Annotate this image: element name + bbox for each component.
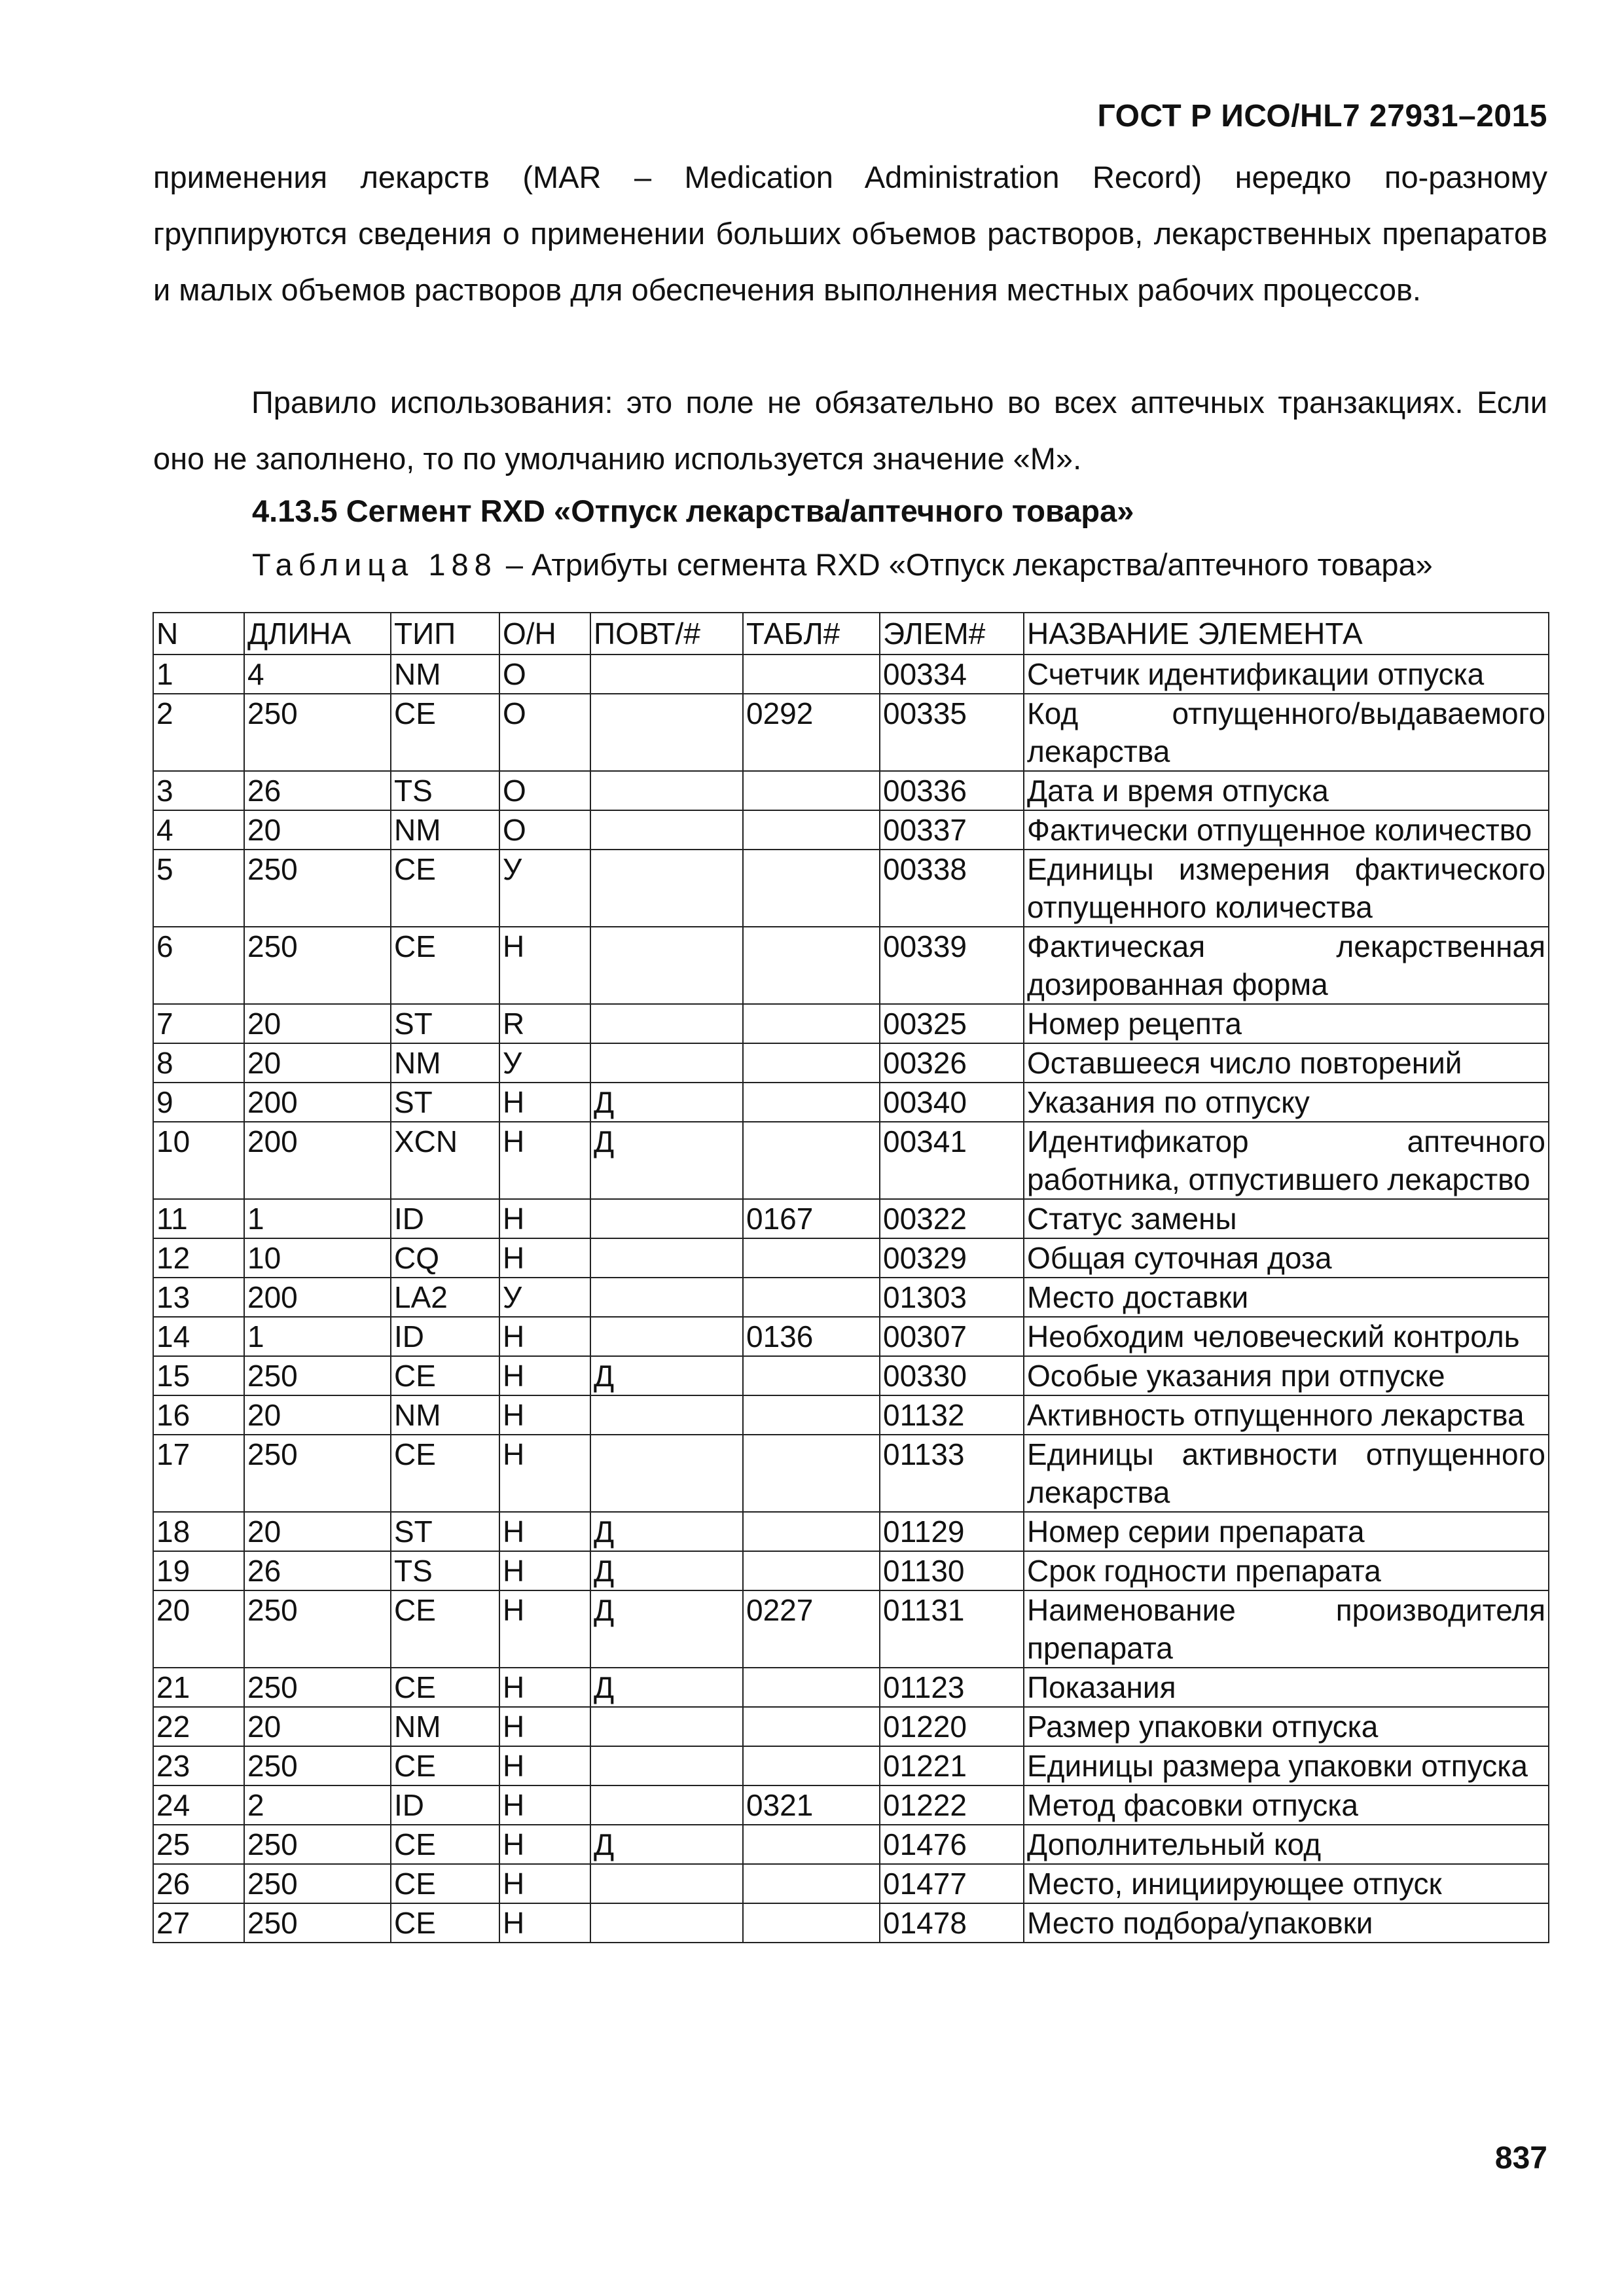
cell-type: ID — [391, 1317, 499, 1356]
cell-element: 01130 — [880, 1551, 1024, 1590]
cell-element-name: Место подбора/упаковки — [1024, 1903, 1549, 1943]
section-title: 4.13.5 Сегмент RXD «Отпуск лекарства/аптечного товара» — [252, 493, 1134, 528]
cell-element-name: Указания по отпуску — [1024, 1083, 1549, 1122]
cell-n: 25 — [153, 1825, 244, 1864]
cell-repeat — [590, 1435, 743, 1512]
table-row — [153, 1668, 1549, 1707]
table-row — [153, 655, 1549, 694]
cell-n: 19 — [153, 1551, 244, 1590]
cell-n: 21 — [153, 1668, 244, 1707]
cell-repeat — [590, 655, 743, 694]
table-row — [153, 1435, 1549, 1512]
col-header-table: ТАБЛ# — [743, 613, 880, 655]
cell-length: 2 — [244, 1785, 391, 1825]
cell-table — [743, 1746, 880, 1785]
cell-optionality: Н — [499, 1317, 590, 1356]
cell-length: 250 — [244, 1668, 391, 1707]
cell-optionality: Н — [499, 1903, 590, 1943]
cell-element-name: Единицы размера упаковки отпуска — [1024, 1746, 1549, 1785]
cell-optionality: Н — [499, 927, 590, 1004]
cell-length: 4 — [244, 655, 391, 694]
cell-optionality: Н — [499, 1083, 590, 1122]
table-row — [153, 1864, 1549, 1903]
cell-n: 17 — [153, 1435, 244, 1512]
cell-table — [743, 1825, 880, 1864]
cell-type: TS — [391, 771, 499, 810]
cell-type: ID — [391, 1199, 499, 1238]
cell-length: 200 — [244, 1122, 391, 1199]
cell-n: 3 — [153, 771, 244, 810]
cell-n: 2 — [153, 694, 244, 771]
cell-optionality: Н — [499, 1746, 590, 1785]
cell-optionality: R — [499, 1004, 590, 1043]
cell-table — [743, 1395, 880, 1435]
table-row — [153, 1707, 1549, 1746]
table-row — [153, 1590, 1549, 1668]
cell-optionality: Н — [499, 1707, 590, 1746]
cell-element-name: Наименование производителя препарата — [1024, 1590, 1549, 1668]
cell-element-name: Номер серии препарата — [1024, 1512, 1549, 1551]
cell-optionality: Н — [499, 1122, 590, 1199]
cell-type: NM — [391, 1395, 499, 1435]
table-row — [153, 1551, 1549, 1590]
cell-element-name: Необходим человеческий контроль — [1024, 1317, 1549, 1356]
cell-element: 01220 — [880, 1707, 1024, 1746]
cell-element-name: Счетчик идентификации отпуска — [1024, 655, 1549, 694]
cell-optionality: Н — [499, 1825, 590, 1864]
cell-length: 26 — [244, 771, 391, 810]
cell-n: 20 — [153, 1590, 244, 1668]
cell-element: 00338 — [880, 850, 1024, 927]
cell-optionality: Н — [499, 1435, 590, 1512]
col-header-length: ДЛИНА — [244, 613, 391, 655]
cell-length: 200 — [244, 1083, 391, 1122]
cell-type: CE — [391, 694, 499, 771]
cell-element: 00334 — [880, 655, 1024, 694]
cell-type: XCN — [391, 1122, 499, 1199]
cell-element: 01476 — [880, 1825, 1024, 1864]
cell-element-name: Единицы активности отпущенного лекарства — [1024, 1435, 1549, 1512]
cell-element-name: Идентификатор аптечного работника, отпустившего лекарство — [1024, 1122, 1549, 1199]
cell-type: NM — [391, 1707, 499, 1746]
paragraph-mar-grouping: применения лекарств (MAR – Medication Administration Record) нередко по-разному группируются сведения о применении больших объемов растворов, лекарственных препаратов и малых объемов растворов для обеспечения выполнения местных рабочих процессов. — [153, 160, 1547, 307]
cell-length: 250 — [244, 694, 391, 771]
cell-table: 0167 — [743, 1199, 880, 1238]
cell-optionality: Н — [499, 1864, 590, 1903]
cell-type: CE — [391, 1746, 499, 1785]
cell-table — [743, 850, 880, 927]
cell-length: 250 — [244, 1864, 391, 1903]
cell-element: 00336 — [880, 771, 1024, 810]
col-header-type: ТИП — [391, 613, 499, 655]
cell-length: 20 — [244, 1707, 391, 1746]
cell-table: 0136 — [743, 1317, 880, 1356]
cell-element-name: Активность отпущенного лекарства — [1024, 1395, 1549, 1435]
cell-repeat — [590, 850, 743, 927]
cell-n: 18 — [153, 1512, 244, 1551]
cell-optionality: Н — [499, 1356, 590, 1395]
cell-element: 00325 — [880, 1004, 1024, 1043]
cell-element-name: Статус замены — [1024, 1199, 1549, 1238]
cell-repeat — [590, 1278, 743, 1317]
cell-type: CE — [391, 1903, 499, 1943]
table-row — [153, 771, 1549, 810]
cell-optionality: Н — [499, 1512, 590, 1551]
cell-length: 20 — [244, 1004, 391, 1043]
cell-element: 01129 — [880, 1512, 1024, 1551]
cell-n: 12 — [153, 1238, 244, 1278]
cell-element: 00322 — [880, 1199, 1024, 1238]
cell-n: 24 — [153, 1785, 244, 1825]
cell-element-name: Срок годности препарата — [1024, 1551, 1549, 1590]
table-row — [153, 927, 1549, 1004]
cell-optionality: У — [499, 850, 590, 927]
table-row — [153, 1004, 1549, 1043]
cell-element: 00340 — [880, 1083, 1024, 1122]
cell-length: 20 — [244, 1512, 391, 1551]
cell-element-name: Особые указания при отпуске — [1024, 1356, 1549, 1395]
cell-optionality: Н — [499, 1238, 590, 1278]
cell-optionality: Н — [499, 1590, 590, 1668]
cell-repeat: Д — [590, 1590, 743, 1668]
cell-n: 1 — [153, 655, 244, 694]
col-header-optionality: О/Н — [499, 613, 590, 655]
cell-element-name: Метод фасовки отпуска — [1024, 1785, 1549, 1825]
cell-element: 00307 — [880, 1317, 1024, 1356]
cell-length: 1 — [244, 1317, 391, 1356]
table-caption-text: – Атрибуты сегмента RXD «Отпуск лекарства/аптечного товара» — [505, 547, 1433, 582]
table-row — [153, 850, 1549, 927]
cell-table — [743, 1903, 880, 1943]
cell-repeat: Д — [590, 1122, 743, 1199]
cell-length: 20 — [244, 1395, 391, 1435]
cell-table — [743, 1004, 880, 1043]
cell-repeat — [590, 1903, 743, 1943]
cell-table — [743, 655, 880, 694]
cell-type: CE — [391, 850, 499, 927]
cell-n: 15 — [153, 1356, 244, 1395]
page-number: 837 — [1494, 2141, 1547, 2176]
cell-repeat — [590, 771, 743, 810]
cell-element-name: Дата и время отпуска — [1024, 771, 1549, 810]
cell-optionality: O — [499, 771, 590, 810]
col-header-element-name: НАЗВАНИЕ ЭЛЕМЕНТА — [1024, 613, 1549, 655]
cell-length: 250 — [244, 1746, 391, 1785]
cell-element: 00329 — [880, 1238, 1024, 1278]
cell-element: 01123 — [880, 1668, 1024, 1707]
paragraph-usage-rule: Правило использования: это поле не обязательно во всех аптечных транзакциях. Если оно не заполнено, то по умолчанию используется значение «M». — [153, 385, 1547, 476]
cell-length: 250 — [244, 1825, 391, 1864]
table-body — [153, 655, 1549, 1943]
cell-type: NM — [391, 655, 499, 694]
cell-length: 250 — [244, 927, 391, 1004]
cell-element-name: Фактическая лекарственная дозированная форма — [1024, 927, 1549, 1004]
cell-length: 20 — [244, 810, 391, 850]
cell-repeat — [590, 1004, 743, 1043]
cell-repeat — [590, 1043, 743, 1083]
cell-repeat — [590, 1317, 743, 1356]
cell-n: 13 — [153, 1278, 244, 1317]
col-header-n: N — [153, 613, 244, 655]
document-code-header: ГОСТ Р ИСО/HL7 27931–2015 — [1097, 99, 1547, 134]
cell-repeat: Д — [590, 1551, 743, 1590]
cell-element-name: Код отпущенного/выдаваемого лекарства — [1024, 694, 1549, 771]
cell-length: 20 — [244, 1043, 391, 1083]
col-header-repeat: ПОВТ/# — [590, 613, 743, 655]
cell-table — [743, 810, 880, 850]
cell-type: CQ — [391, 1238, 499, 1278]
table-header-row — [153, 613, 1549, 655]
cell-n: 5 — [153, 850, 244, 927]
cell-optionality: Н — [499, 1668, 590, 1707]
cell-length: 250 — [244, 1435, 391, 1512]
cell-element: 01133 — [880, 1435, 1024, 1512]
table-caption — [252, 547, 1433, 583]
cell-type: CE — [391, 1356, 499, 1395]
table-row — [153, 1903, 1549, 1943]
cell-type: CE — [391, 927, 499, 1004]
cell-type: CE — [391, 1825, 499, 1864]
cell-table — [743, 1551, 880, 1590]
cell-n: 16 — [153, 1395, 244, 1435]
cell-length: 250 — [244, 850, 391, 927]
cell-type: ST — [391, 1512, 499, 1551]
cell-repeat: Д — [590, 1356, 743, 1395]
cell-table — [743, 1435, 880, 1512]
cell-n: 14 — [153, 1317, 244, 1356]
cell-repeat — [590, 694, 743, 771]
cell-repeat — [590, 1199, 743, 1238]
cell-n: 27 — [153, 1903, 244, 1943]
cell-n: 8 — [153, 1043, 244, 1083]
cell-type: LA2 — [391, 1278, 499, 1317]
cell-element: 00330 — [880, 1356, 1024, 1395]
cell-element-name: Общая суточная доза — [1024, 1238, 1549, 1278]
cell-type: NM — [391, 1043, 499, 1083]
table-row — [153, 1199, 1549, 1238]
cell-element: 01303 — [880, 1278, 1024, 1317]
cell-repeat — [590, 1746, 743, 1785]
cell-n: 6 — [153, 927, 244, 1004]
cell-length: 26 — [244, 1551, 391, 1590]
cell-n: 7 — [153, 1004, 244, 1043]
table-caption-label: Таблица 188 — [252, 547, 497, 582]
cell-type: ST — [391, 1004, 499, 1043]
cell-element-name: Единицы измерения фактического отпущенного количества — [1024, 850, 1549, 927]
table-row — [153, 1083, 1549, 1122]
cell-element-name: Размер упаковки отпуска — [1024, 1707, 1549, 1746]
cell-element: 01221 — [880, 1746, 1024, 1785]
cell-n: 4 — [153, 810, 244, 850]
cell-element-name: Фактически отпущенное количество — [1024, 810, 1549, 850]
cell-length: 200 — [244, 1278, 391, 1317]
cell-repeat: Д — [590, 1825, 743, 1864]
cell-table — [743, 1278, 880, 1317]
cell-length: 250 — [244, 1903, 391, 1943]
cell-optionality: Н — [499, 1785, 590, 1825]
cell-n: 22 — [153, 1707, 244, 1746]
cell-element: 01478 — [880, 1903, 1024, 1943]
cell-element: 01477 — [880, 1864, 1024, 1903]
cell-table — [743, 1238, 880, 1278]
cell-element: 00337 — [880, 810, 1024, 850]
table-row — [153, 694, 1549, 771]
col-header-element: ЭЛЕМ# — [880, 613, 1024, 655]
table-row — [153, 810, 1549, 850]
cell-type: NM — [391, 810, 499, 850]
cell-element-name: Показания — [1024, 1668, 1549, 1707]
table-row — [153, 1043, 1549, 1083]
cell-table — [743, 1043, 880, 1083]
cell-optionality: O — [499, 655, 590, 694]
cell-type: CE — [391, 1435, 499, 1512]
cell-table — [743, 771, 880, 810]
cell-optionality: O — [499, 694, 590, 771]
cell-type: CE — [391, 1590, 499, 1668]
cell-element: 00339 — [880, 927, 1024, 1004]
cell-element: 00326 — [880, 1043, 1024, 1083]
cell-repeat: Д — [590, 1083, 743, 1122]
table-row — [153, 1785, 1549, 1825]
cell-element: 00341 — [880, 1122, 1024, 1199]
cell-element: 01131 — [880, 1590, 1024, 1668]
cell-length: 250 — [244, 1590, 391, 1668]
cell-repeat — [590, 810, 743, 850]
table-row — [153, 1512, 1549, 1551]
cell-n: 10 — [153, 1122, 244, 1199]
cell-n: 23 — [153, 1746, 244, 1785]
cell-table — [743, 1707, 880, 1746]
cell-repeat — [590, 1785, 743, 1825]
cell-repeat: Д — [590, 1512, 743, 1551]
cell-repeat — [590, 1395, 743, 1435]
cell-optionality: Н — [499, 1551, 590, 1590]
cell-length: 10 — [244, 1238, 391, 1278]
table-row — [153, 1356, 1549, 1395]
cell-repeat — [590, 1238, 743, 1278]
cell-type: TS — [391, 1551, 499, 1590]
cell-element: 01132 — [880, 1395, 1024, 1435]
table-row — [153, 1746, 1549, 1785]
cell-table — [743, 1122, 880, 1199]
cell-element: 00335 — [880, 694, 1024, 771]
table-row — [153, 1278, 1549, 1317]
cell-table — [743, 1864, 880, 1903]
cell-element-name: Место, инициирующее отпуск — [1024, 1864, 1549, 1903]
table-row — [153, 1122, 1549, 1199]
table-row — [153, 1825, 1549, 1864]
cell-element-name: Место доставки — [1024, 1278, 1549, 1317]
cell-optionality: Н — [499, 1199, 590, 1238]
cell-type: ID — [391, 1785, 499, 1825]
cell-length: 250 — [244, 1356, 391, 1395]
cell-optionality: O — [499, 810, 590, 850]
cell-type: CE — [391, 1864, 499, 1903]
cell-table — [743, 1083, 880, 1122]
cell-length: 1 — [244, 1199, 391, 1238]
cell-element-name: Номер рецепта — [1024, 1004, 1549, 1043]
cell-element: 01222 — [880, 1785, 1024, 1825]
cell-type: CE — [391, 1668, 499, 1707]
cell-repeat — [590, 1864, 743, 1903]
cell-optionality: Н — [499, 1395, 590, 1435]
cell-type: ST — [391, 1083, 499, 1122]
cell-element-name: Оставшееся число повторений — [1024, 1043, 1549, 1083]
cell-table — [743, 1512, 880, 1551]
cell-table — [743, 927, 880, 1004]
cell-repeat: Д — [590, 1668, 743, 1707]
cell-optionality: У — [499, 1043, 590, 1083]
cell-table: 0321 — [743, 1785, 880, 1825]
cell-table: 0292 — [743, 694, 880, 771]
cell-optionality: У — [499, 1278, 590, 1317]
segment-attributes-table — [153, 612, 1549, 1943]
cell-n: 26 — [153, 1864, 244, 1903]
cell-table — [743, 1668, 880, 1707]
cell-repeat — [590, 1707, 743, 1746]
table-row — [153, 1317, 1549, 1356]
cell-repeat — [590, 927, 743, 1004]
cell-table: 0227 — [743, 1590, 880, 1668]
cell-n: 9 — [153, 1083, 244, 1122]
table-row — [153, 1238, 1549, 1278]
cell-table — [743, 1356, 880, 1395]
table-row — [153, 1395, 1549, 1435]
cell-n: 11 — [153, 1199, 244, 1238]
cell-element-name: Дополнительный код — [1024, 1825, 1549, 1864]
